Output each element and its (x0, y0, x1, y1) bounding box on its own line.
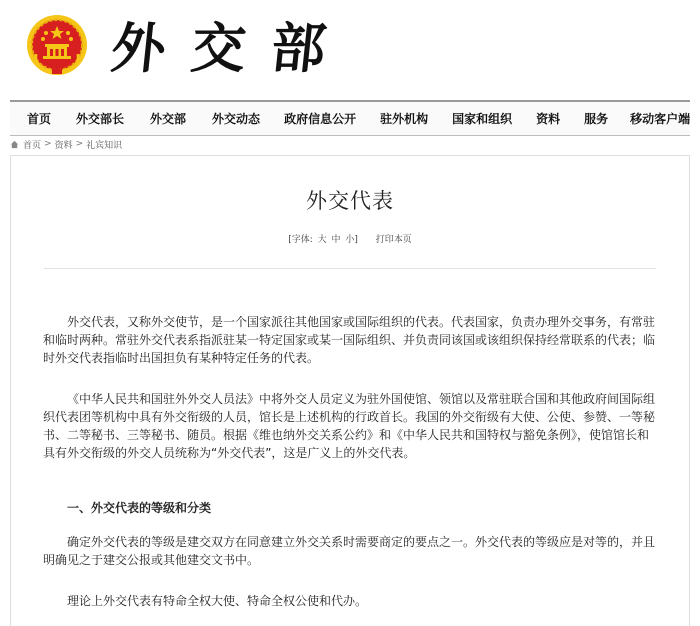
font-size-large-button[interactable]: 大 (317, 235, 327, 245)
article-paragraph: 《中华人民共和国驻外外交人员法》中将外交人员定义为驻外国使馆、领馆以及常驻联合国和其他政府间国际组织代表团等机构中具有外交衔级的人员，馆长是上述机构的行政首长。我国的外交衔级有大使、公使、参赞、一等秘书、二等秘书、三等秘书、随员。根据《维也纳外交关系公约》和《中华人民共和国特权与豁免条例》，使馆馆长和具有外交衔级的外交人员统称为“外交代表”，这是广义上的外交代表。 (43, 392, 656, 460)
nav-item-gov-info[interactable]: 政府信息公开 (284, 112, 357, 126)
article-paragraph: 理论上外交代表有特命全权大使、特命全权公使和代办。 (67, 594, 368, 608)
breadcrumb (10, 137, 122, 151)
home-icon (10, 140, 19, 149)
section-heading: 一、外交代表的等级和分类 (67, 501, 212, 515)
breadcrumb-resources[interactable]: 资料 (54, 140, 73, 151)
nav-item-services[interactable]: 服务 (584, 112, 609, 126)
article-paragraph: 确定外交代表的等级是建交双方在同意建立外交关系时需要商定的要点之一。外交代表的等级应是对等的，并且明确见之于建交公报或其他建交文书中。 (43, 535, 656, 567)
breadcrumb-separator: > (75, 139, 84, 149)
print-button[interactable]: 打印本页 (375, 235, 412, 245)
main-nav (10, 100, 690, 136)
title-divider (44, 268, 656, 269)
nav-item-news[interactable]: 外交动态 (212, 112, 261, 126)
site-name-calligraphy[interactable]: 外交部 (108, 16, 355, 80)
breadcrumb-home[interactable]: 首页 (23, 140, 42, 151)
nav-item-minister[interactable]: 外交部长 (76, 112, 125, 126)
national-emblem-icon[interactable] (26, 14, 88, 76)
site-header (0, 0, 700, 100)
article-title: 外交代表 (306, 189, 394, 213)
breadcrumb-protocol[interactable]: 礼宾知识 (86, 140, 123, 151)
nav-item-home[interactable]: 首页 (27, 112, 52, 126)
article-tools (0, 232, 700, 245)
nav-item-mobile[interactable]: 移动客户端 (630, 112, 691, 126)
nav-item-ministry[interactable]: 外交部 (150, 112, 187, 126)
breadcrumb-separator: > (44, 139, 52, 149)
article-paragraph: 外交代表，又称外交使节，是一个国家派往其他国家或国际组织的代表。代表国家，负责办理外交事务，有常驻和临时两种。常驻外交代表系指派驻某一特定国家或某一国际组织、并负责同该国或该组织保持经常联系的代表；临时外交代表指临时出国担负有某种特定任务的代表。 (43, 315, 656, 365)
nav-item-resources[interactable]: 资料 (536, 112, 561, 126)
font-size-medium-button[interactable]: 中 (331, 235, 341, 245)
font-size-small-button[interactable]: 小] (345, 235, 358, 245)
nav-item-countries[interactable]: 国家和组织 (452, 112, 513, 126)
font-size-label: [字体: (288, 235, 313, 245)
nav-item-missions[interactable]: 驻外机构 (380, 112, 429, 126)
